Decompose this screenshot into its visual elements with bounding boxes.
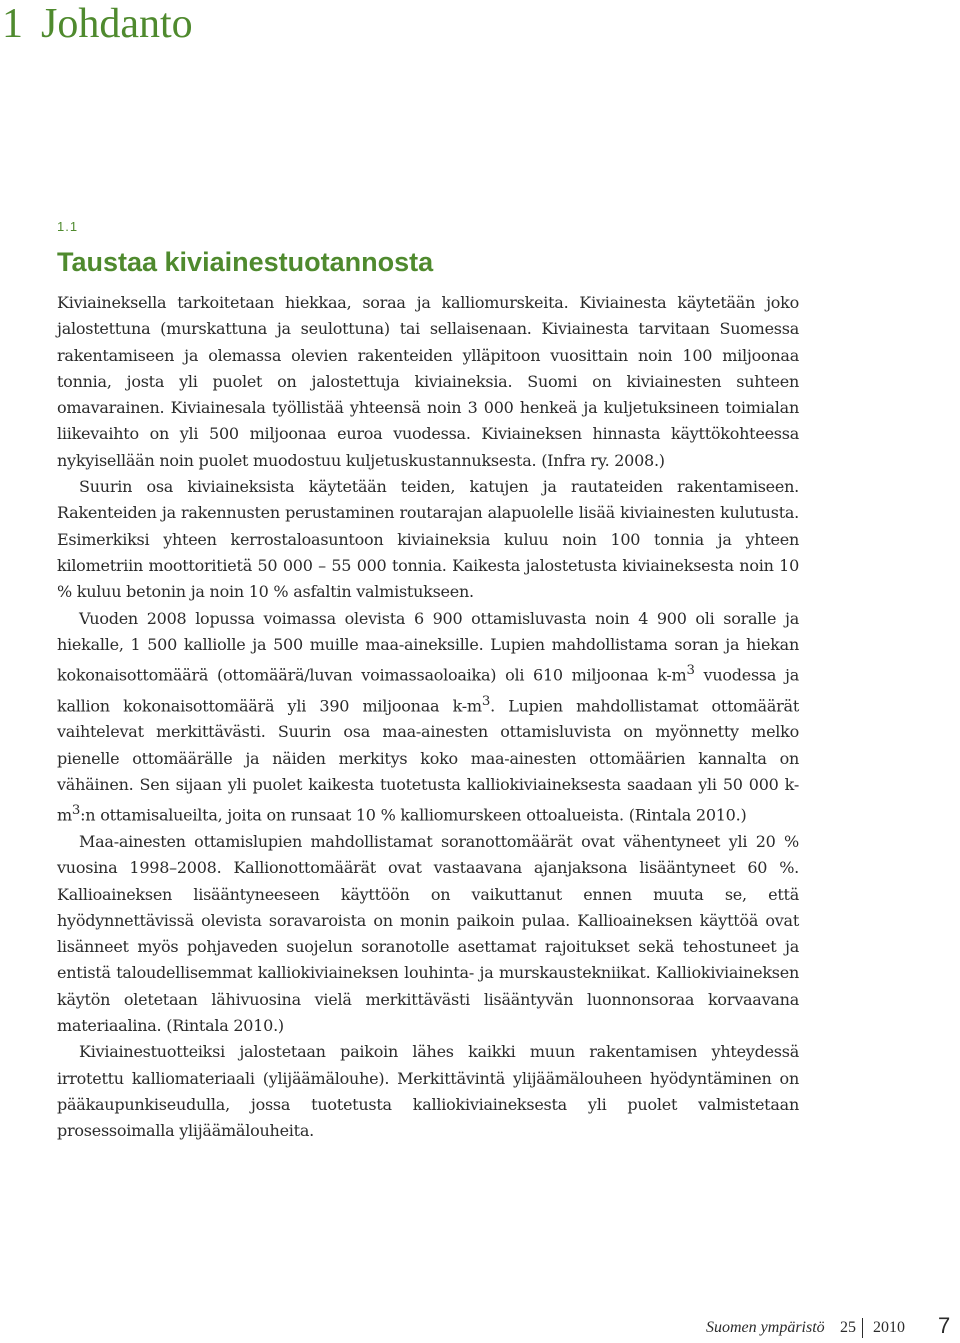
chapter-title [2, 0, 193, 48]
paragraph-4: Maa-ainesten ottamislupien mahdollistamat soranottomäärät ovat vähentyneet yli 20 % vuosina 1998–2008. Kallionottomäärät ovat vastaavana ajanjaksona lisääntyneet 60 %. Kallioaineksen lisääntyneeseen käyttöön on vaikuttanut ennen muuta se, että hyödynnettävissä olevista soravaroista on monin paikoin pulaa. Kallioaineksen käyttöä ovat lisänneet myös pohjaveden suojelun soranotolle asettamat rajoitukset sekä tehostuneet ja entistä taloudellisemmat kalliokiviaineksen louhinta- ja murskaustekniikat. Kalliokiviaineksen käytön oletetaan lähivuosina vielä merkittävästi lisääntyvän luonnonsoraa korvaavana materiaalina. (Rintala 2010.) [57, 831, 799, 1035]
footer-divider [862, 1318, 863, 1338]
paragraph-5: Kiviainestuotteiksi jalostetaan paikoin lähes kaikki muun rakentamisen yhteydessä irrotettu kalliomateriaali (ylijäämälouhe). Merkittävintä ylijäämälouheen hyödyntäminen on pääkaupunkiseudulla, jossa tuotetusta kalliokiviaineksesta yli puolet valmistetaan prosessoimalla ylijäämälouheita. [57, 1042, 799, 1141]
publication-year: 2010 [873, 1319, 905, 1336]
chapter-title-text: Johdanto [41, 1, 193, 47]
publication-name: Suomen ympäristö [706, 1319, 825, 1336]
paragraph-3-part-3: . Lupien mahdollistamat ottomäärät vaihtelevat merkittävästi. Suurin osa maa-ainesten ottamisluvista on myönnetty melko pienelle ottomäärälle ja näiden merkitys koko maa-ainesten ottomäärien kannalta on vähäinen. Sen sijaan yli puolet kaikesta tuotetusta kalliokiviaineksesta saadaan yli 50 000 k-m [57, 696, 799, 825]
section-title: Taustaa kiviainestuotannosta [57, 247, 434, 277]
issue-number: 25 [840, 1319, 856, 1336]
superscript-3: 3 [686, 663, 695, 679]
paragraph-3-part-4: :n ottamisalueilta, joita on runsaat 10 % kalliomurskeen ottoalueista. (Rintala 2010.) [80, 805, 747, 825]
paragraph-2: Suurin osa kiviaineksista käytetään teiden, katujen ja rautateiden rakentamiseen. Rakenteiden ja rakennusten perustaminen routarajan alapuolelle lisää kiviainesten kulutusta. Esimerkiksi yhteen kerrostaloasuntoon kiviaineksia kuluu noin 100 tonnia ja yhteen kilometriin moottoritietä 50 000 – 55 000 tonnia. Kaikesta jalostetusta kiviaineksesta noin 10 % kuluu betonin ja noin 10 % asfaltin valmistukseen. [57, 477, 799, 602]
superscript-3: 3 [481, 693, 491, 709]
page-number: 7 [938, 1313, 951, 1338]
paragraph-3-part-2: vuodessa ja kallion kokonaisottomäärä yli 390 miljoonaa k-m [57, 665, 799, 716]
paragraph-3 [57, 606, 799, 829]
paragraph-1: Kiviaineksella tarkoitetaan hiekkaa, soraa ja kalliomurskeita. Kiviainesta käytetään joko jalostettuna (murskattuna ja seulottuna) tai sellaisenaan. Kiviainesta tarvitaan Suomessa rakentamiseen ja olemassa olevien rakenteiden ylläpitoon vuosittain noin 100 miljoonaa tonnia, josta yli puolet on jalostettuja kiviaineksia. Suomi on kiviainesten suhteen omavarainen. Kiviainesala työllistää yhteensä noin 3 000 henkeä ja kuljetuksineen toimialan liikevaihto on yli 500 miljoonaa euroa vuodessa. Kiviaineksen hinnasta käyttökohteessa nykyisellään noin puolet muodostuu kuljetuskustannuksesta. (Infra ry. 2008.) [57, 293, 799, 470]
paragraph-3-part-1: Vuoden 2008 lopussa voimassa olevista 6 900 ottamisluvasta noin 4 900 oli soralle ja hiekalle, 1 500 kalliolle ja 500 muille maa-aineksille. Lupien mahdollistama soran ja hiekan kokonaisottomäärä (ottomäärä/luvan voimassaoloaika) oli 610 miljoonaa k-m [57, 608, 799, 685]
chapter-number: 1 [2, 1, 23, 47]
page-footer [0, 1313, 960, 1340]
section-number: 1.1 [57, 219, 79, 234]
superscript-3: 3 [71, 803, 81, 819]
body-text [57, 290, 799, 1144]
